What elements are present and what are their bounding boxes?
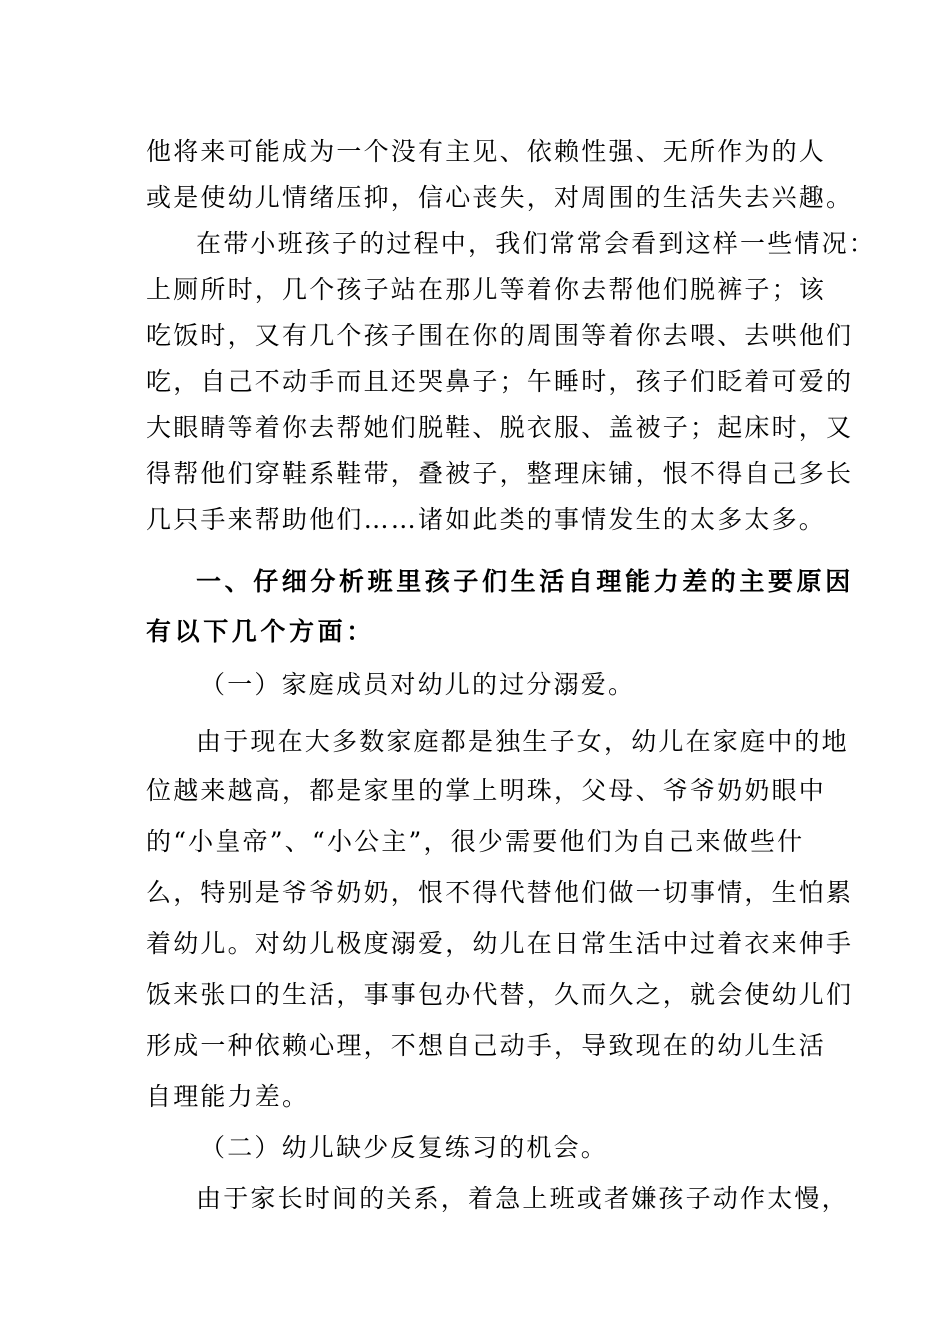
paragraph-line: 或是使幼儿情绪压抑，信心丧失，对周围的生活失去兴趣。 — [146, 183, 854, 212]
paragraph-line: 的“小皇帝”、“小公主”，很少需要他们为自己来做些什 — [146, 827, 805, 856]
paragraph-line: 由于现在大多数家庭都是独生子女，幼儿在家庭中的地 — [196, 727, 849, 756]
paragraph-line: 吃饭时，又有几个孩子围在你的周围等着你去喂、去哄他们 — [146, 321, 854, 350]
paragraph-line: 自理能力差。 — [146, 1082, 310, 1111]
paragraph-line: 大眼睛等着你去帮她们脱鞋、脱衣服、盖被子；起床时，又 — [146, 413, 854, 442]
paragraph-line: 位越来越高，都是家里的掌上明珠，父母、爷爷奶奶眼中 — [146, 776, 827, 805]
section-heading: 一、仔细分析班里孩子们生活自理能力差的主要原因 — [196, 567, 854, 596]
paragraph-line: 由于家长时间的关系，着急上班或者嫌孩子动作太慢， — [196, 1184, 849, 1213]
paragraph-line: 上厕所时，几个孩子站在那儿等着你去帮他们脱裤子；该 — [146, 275, 827, 304]
paragraph-line: 在带小班孩子的过程中，我们常常会看到这样一些情况： — [196, 229, 877, 258]
paragraph-line: 得帮他们穿鞋系鞋带，叠被子，整理床铺，恨不得自己多长 — [146, 459, 854, 488]
paragraph-line: 着幼儿。对幼儿极度溺爱，幼儿在日常生活中过着衣来伸手 — [146, 929, 854, 958]
paragraph-line: 饭来张口的生活，事事包办代替，久而久之，就会使幼儿们 — [146, 980, 854, 1009]
subsection-heading: （一）家庭成员对幼儿的过分溺爱。 — [200, 670, 636, 699]
paragraph-line: 他将来可能成为一个没有主见、依赖性强、无所作为的人 — [146, 137, 827, 166]
subsection-heading: （二）幼儿缺少反复练习的机会。 — [200, 1133, 609, 1162]
paragraph-line: 吃，自己不动手而且还哭鼻子；午睡时，孩子们眨着可爱的 — [146, 367, 854, 396]
paragraph-line: 形成一种依赖心理，不想自己动手，导致现在的幼儿生活 — [146, 1031, 827, 1060]
paragraph-line: 么，特别是爷爷奶奶，恨不得代替他们做一切事情，生怕累 — [146, 878, 854, 907]
paragraph-line: 几只手来帮助他们……诸如此类的事情发生的太多太多。 — [146, 505, 827, 534]
section-heading: 有以下几个方面： — [146, 617, 375, 646]
